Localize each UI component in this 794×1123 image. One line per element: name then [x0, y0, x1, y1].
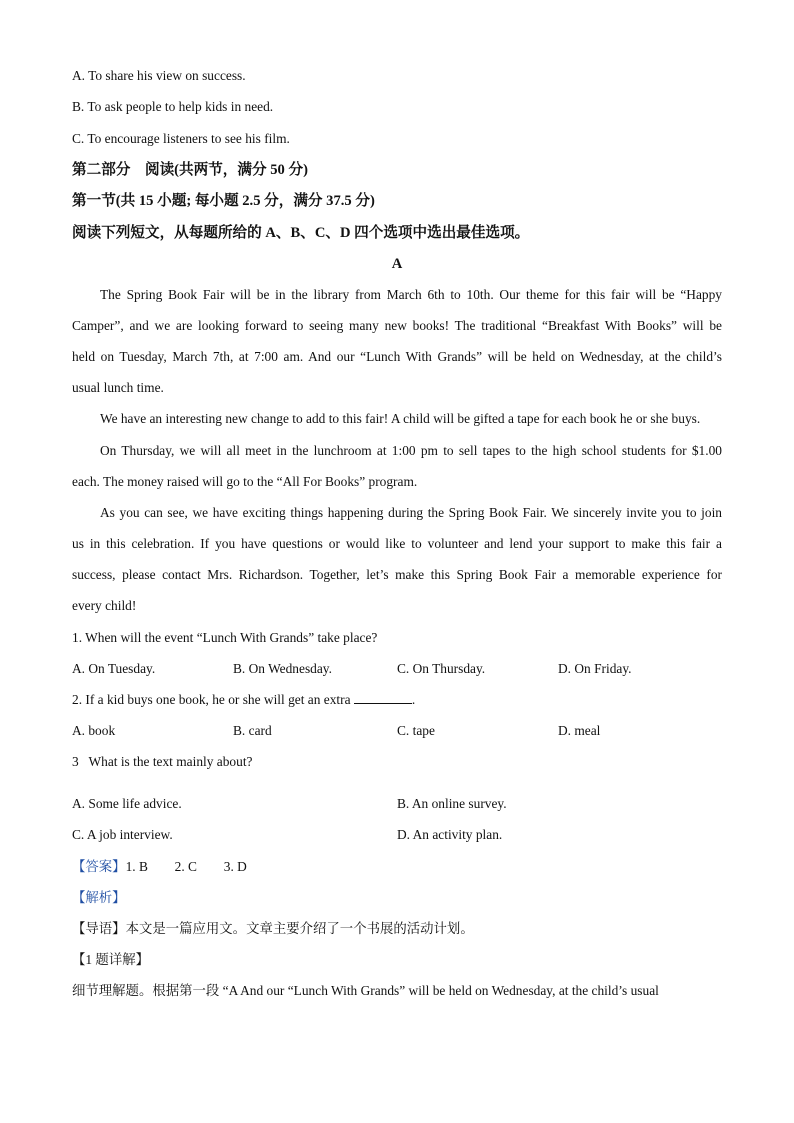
passage-line: We have an interesting new change to add to this fair! A child will be gifted a tape for each book he or she buys. [100, 411, 701, 426]
passage-title: A [391, 256, 403, 272]
passage-line: On Thursday, we will all meet in the lunchroom at 1:00 pm to sell tapes to the high school students for $1.00 [100, 443, 722, 458]
passage-line: usual lunch time. [72, 380, 164, 395]
question-1-option-d: D. On Friday. [558, 661, 632, 676]
answer-row [72, 858, 247, 876]
question-2-stem: 2. If a kid buys one book, he or she will get an extra [72, 692, 351, 707]
question-3-option-b: B. An online survey. [397, 796, 507, 811]
passage-line: each. The money raised will go to the “All For Books” program. [72, 474, 418, 489]
passage-line: The Spring Book Fair will be in the library from March 6th to 10th. Our theme for this fair will be “Happy [100, 287, 722, 302]
answer-label: 【答案】 [72, 859, 126, 874]
question-2-option-d: D. meal [558, 723, 601, 738]
analysis-label: 【解析】 [72, 890, 126, 905]
guide-row [72, 920, 474, 938]
answer-text: 1. B 2. C 3. D [125, 859, 247, 874]
question-1-option-b: B. On Wednesday. [233, 661, 332, 676]
part-heading: 第二部分 阅读(共两节，满分 50 分) [72, 162, 308, 178]
question-1-option-c: C. On Thursday. [397, 661, 486, 676]
question-3-option-c: C. A job interview. [72, 827, 173, 842]
passage-line: As you can see, we have exciting things happening during the Spring Book Fair. We sincerely invite you to join [100, 505, 722, 520]
prev-option-c: C. To encourage listeners to see his film. [72, 131, 290, 146]
answer-blank [354, 691, 412, 704]
prev-option-a: A. To share his view on success. [72, 68, 246, 83]
detail-text: 细节理解题。根据第一段 “A And our “Lunch With Grands” will be held on Wednesday, at the child’s usual [72, 983, 659, 998]
question-3-option-d: D. An activity plan. [397, 827, 503, 842]
blank-period: . [411, 692, 416, 707]
detail-label: 【1 题详解】 [72, 952, 149, 967]
guide-label: 【导语】 [72, 921, 126, 936]
passage-line: us in this celebration. If you have questions or would like to volunteer and lend your support to make this fair a [72, 536, 722, 551]
question-2-option-c: C. tape [397, 723, 435, 738]
guide-text: 本文是一篇应用文。文章主要介绍了一个书展的活动计划。 [125, 921, 474, 936]
question-1-option-a: A. On Tuesday. [72, 661, 156, 676]
question-2-stem-row [72, 691, 415, 709]
passage-line: every child! [72, 598, 137, 613]
passage-line: held on Tuesday, March 7th, at 7:00 am. And our “Lunch With Grands” will be held on Wednesday, at the child’s [72, 349, 722, 364]
prev-option-b: B. To ask people to help kids in need. [72, 99, 274, 114]
section-heading: 第一节(共 15 小题; 每小题 2.5 分，满分 37.5 分) [72, 193, 375, 209]
question-2-option-b: B. card [233, 723, 272, 738]
question-3-option-a: A. Some life advice. [72, 796, 182, 811]
question-1-stem: 1. When will the event “Lunch With Grands” take place? [72, 630, 378, 645]
question-2-option-a: A. book [72, 723, 116, 738]
question-3-stem: 3 What is the text mainly about? [72, 754, 253, 769]
passage-line: Camper”, and we are looking forward to seeing many new books! The traditional “Breakfast With Books” will be [72, 318, 722, 333]
passage-line: success, please contact Mrs. Richardson. Together, let’s make this Spring Book Fair a memorable experience for [72, 567, 722, 582]
instruction: 阅读下列短文，从每题所给的 A、B、C、D 四个选项中选出最佳选项。 [72, 225, 530, 241]
